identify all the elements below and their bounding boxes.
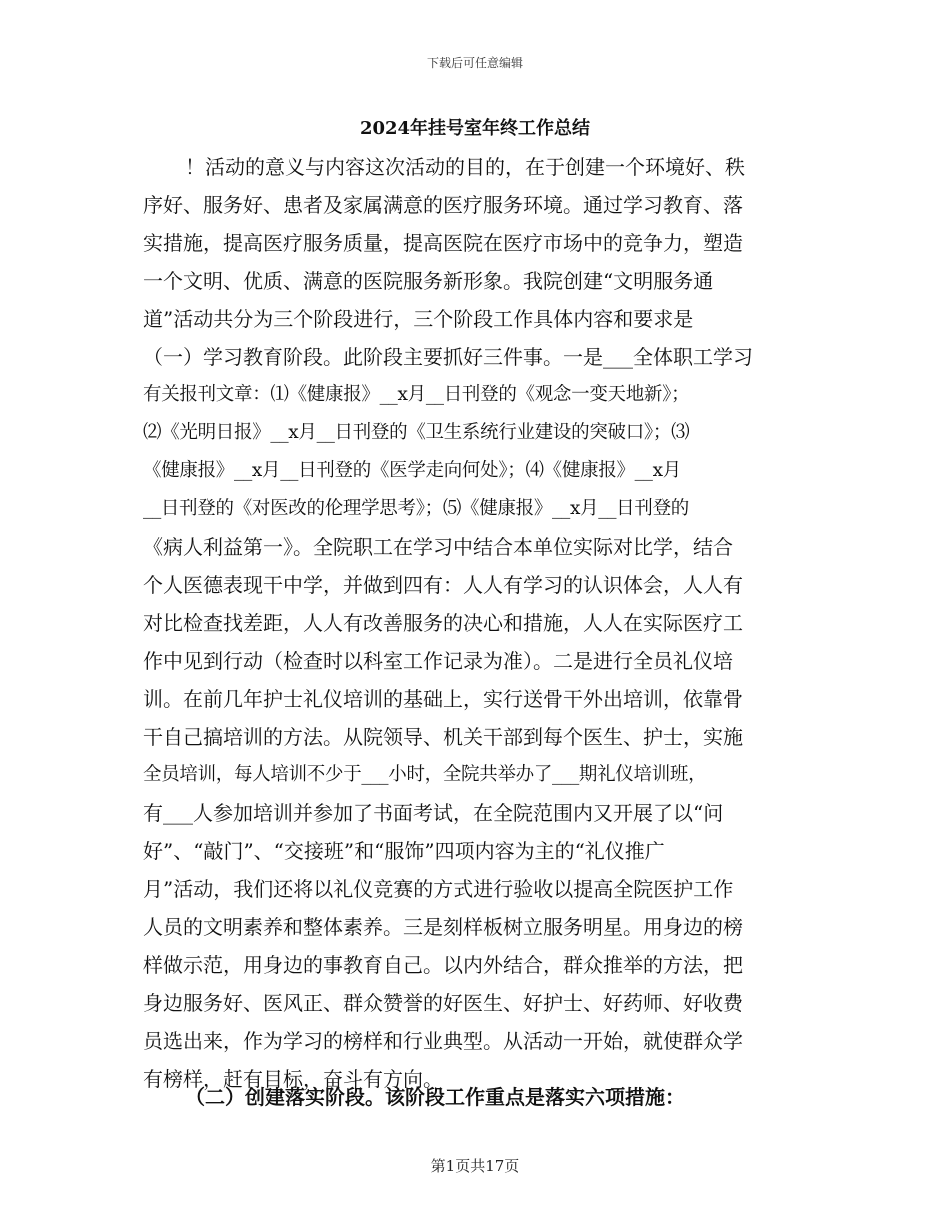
body-line-20: 月”活动，我们还将以礼仪竞赛的方式进行验收以提高全院医护工作	[143, 877, 734, 901]
page-header: 下载后可任意编辑	[426, 56, 523, 70]
page-footer: 第1页共17页	[430, 1157, 520, 1175]
body-line-1: ！活动的意义与内容这次活动的目的，在于创建一个环境好、秩	[185, 155, 745, 179]
body-line-3: 实措施，提高医疗服务质量，提高医院在医疗市场中的竞争力，塑造	[143, 231, 743, 255]
body-line-12: 个人医德表现干中学，并做到四有：人人有学习的认识体会，人人有	[143, 573, 743, 597]
body-line-14: 作中见到行动（检查时以科室工作记录为准）。二是进行全员礼仪培	[143, 649, 733, 673]
body-line-13: 对比检查找差距，人人有改善服务的决心和措施，人人在实际医疗工	[143, 611, 743, 635]
body-line-5: 道”活动共分为三个阶段进行，三个阶段工作具体内容和要求是	[143, 307, 694, 331]
body-line-19: 好”、“敲门”、“交接班”和“服饰”四项内容为主的“礼仪推广	[143, 839, 665, 863]
document-title: 2024年挂号室年终工作总结	[359, 118, 591, 139]
body-line-25: 有榜样，赶有目标，奋斗有方向。	[143, 1067, 443, 1091]
body-line-9: 《健康报》__x月__日刊登的《医学走向何处》；⑷《健康报》__x月	[143, 460, 681, 481]
body-line-21: 人员的文明素养和整体素养。三是刻样板树立服务明星。用身边的榜	[143, 915, 743, 939]
document-body	[143, 148, 813, 1098]
body-line-6: （一）学习教育阶段。此阶段主要抓好三件事。一是___全体职工学习	[143, 345, 753, 369]
body-line-15: 训。在前几年护士礼仪培训的基础上，实行送骨干外出培训，依靠骨	[143, 687, 743, 711]
body-line-2: 序好、服务好、患者及家属满意的医疗服务环境。通过学习教育、落	[143, 193, 743, 217]
body-line-24: 员选出来，作为学习的榜样和行业典型。从活动一开始，就使群众学	[143, 1029, 743, 1053]
body-line-17: 全员培训，每人培训不少于___小时，全院共举办了___期礼仪培训班，	[143, 764, 707, 785]
body-line-16: 干自己搞培训的方法。从院领导、机关干部到每个医生、护士，实施	[143, 725, 743, 749]
body-line-18: 有___人参加培训并参加了书面考试，在全院范围内又开展了以“问	[143, 801, 724, 825]
body-line-8: ⑵《光明日报》__x月__日刊登的《卫生系统行业建设的突破口》；⑶	[143, 422, 690, 443]
body-line-7: 有关报刊文章：⑴《健康报》__x月__日刊登的《观念一变天地新》；	[143, 384, 690, 405]
body-line-4: 一个文明、优质、满意的医院服务新形象。我院创建“文明服务通	[143, 269, 714, 293]
body-line-22: 样做示范，用身边的事教育自己。以内外结合，群众推举的方法，把	[143, 953, 743, 977]
section-heading: （二）创建落实阶段。该阶段工作重点是落实六项措施：	[185, 1085, 685, 1109]
body-line-23: 身边服务好、医风正、群众赞誉的好医生、好护士、好药师、好收费	[143, 991, 743, 1015]
body-line-11: 《病人利益第一》。全院职工在学习中结合本单位实际对比学，结合	[143, 535, 733, 559]
body-line-10: __日刊登的《对医改的伦理学思考》；⑸《健康报》__x月__日刊登的	[143, 498, 689, 519]
